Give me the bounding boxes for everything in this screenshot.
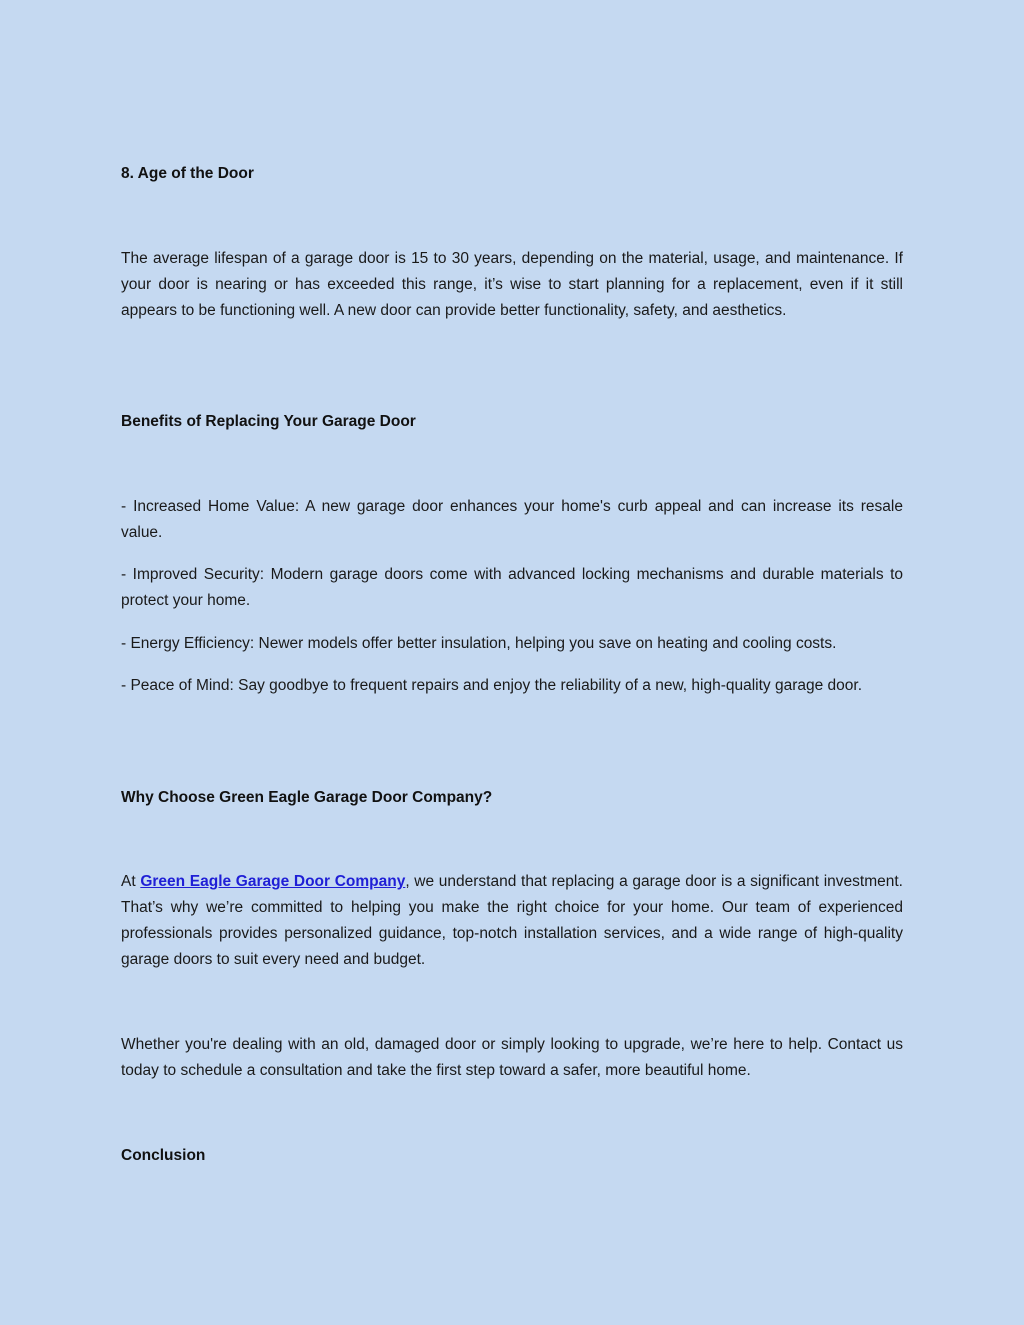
paragraph-why-choose: [121, 869, 903, 973]
heading-age-of-door: 8. Age of the Door: [121, 165, 254, 182]
document-page: [121, 0, 903, 1325]
benefit-item-security: - Improved Security: Modern garage doors come with advanced locking mechanisms and durable materials to protect your home.: [121, 566, 903, 609]
paragraph-prefix: At: [121, 873, 141, 890]
paragraph-contact: Whether you're dealing with an old, damaged door or simply looking to upgrade, we’re here to help. Contact us today to schedule a consultation and take the first step toward a safer, more beautiful home.: [121, 1036, 903, 1079]
paragraph-suffix: , we understand that replacing a garage door is a significant investment. That’s why we’re committed to helping you make the right choice for your home. Our team of experienced professionals provides personalized guidance, top-notch installation services, and a wide range of high-quality garage doors to suit every need and budget.: [121, 873, 903, 968]
company-link[interactable]: Green Eagle Garage Door Company: [140, 873, 406, 890]
heading-why-choose: Why Choose Green Eagle Garage Door Company?: [121, 789, 493, 806]
heading-benefits: Benefits of Replacing Your Garage Door: [121, 413, 416, 430]
benefit-item-energy: - Energy Efficiency: Newer models offer better insulation, helping you save on heating and cooling costs.: [121, 635, 837, 652]
benefit-item-peace-of-mind: - Peace of Mind: Say goodbye to frequent repairs and enjoy the reliability of a new, high-quality garage door.: [121, 677, 863, 694]
benefit-item-home-value: - Increased Home Value: A new garage door enhances your home's curb appeal and can increase its resale value.: [121, 498, 903, 541]
paragraph-age-of-door: The average lifespan of a garage door is 15 to 30 years, depending on the material, usage, and maintenance. If your door is nearing or has exceeded this range, it’s wise to start planning for a replacement, even if it still appears to be functioning well. A new door can provide better functionality, safety, and aesthetics.: [121, 250, 903, 319]
heading-conclusion: Conclusion: [121, 1147, 206, 1164]
